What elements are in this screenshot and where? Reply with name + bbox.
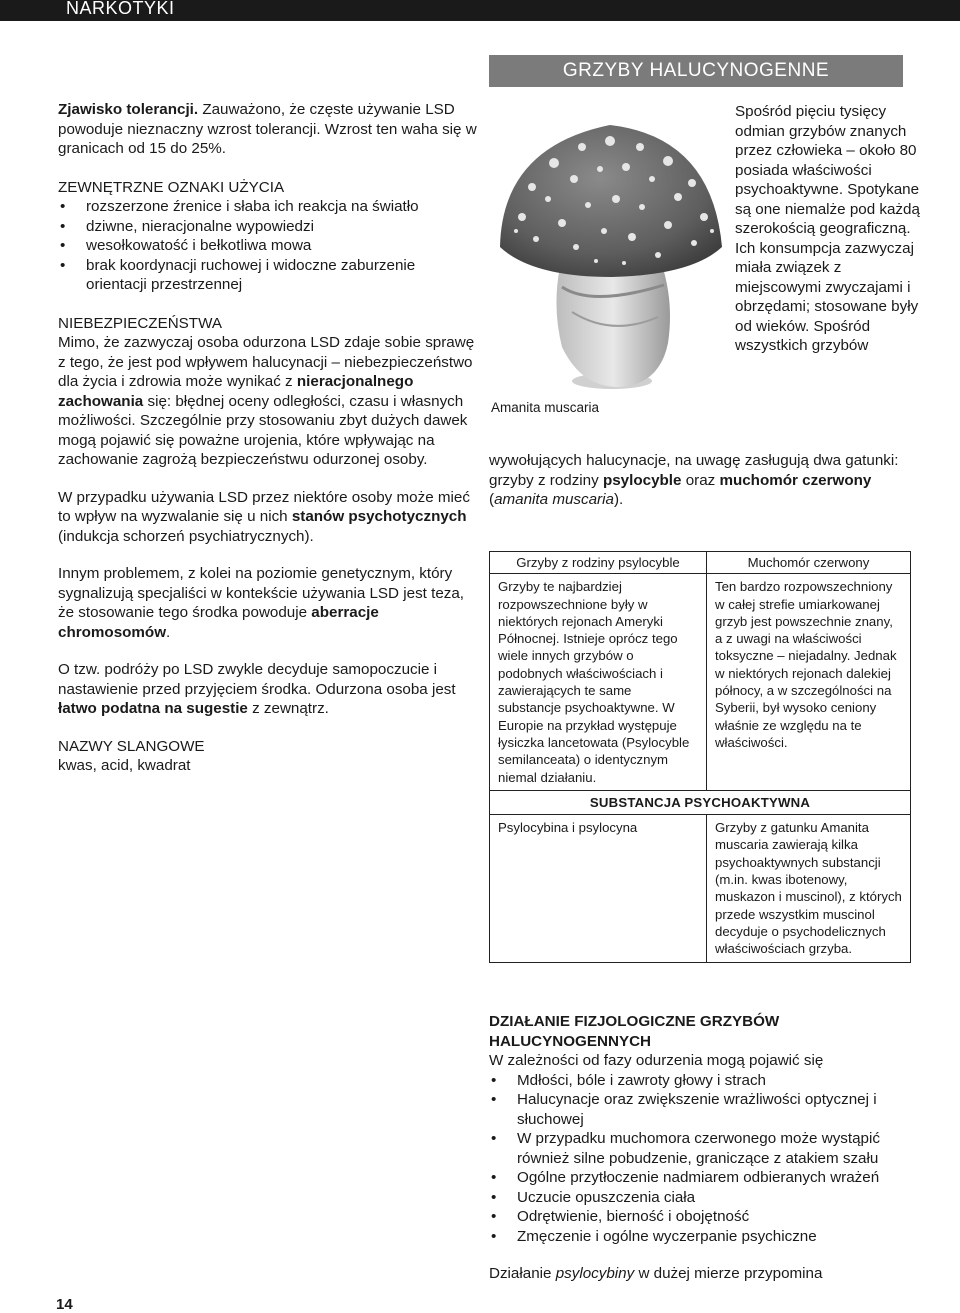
- danger-paragraph: [58, 333, 478, 470]
- paragraph-emphasis: stanów psychotycznych: [291, 508, 467, 525]
- danger-text: Mimo, że zazwyczaj osoba odurzona LSD zdaje sobie sprawę z tego, że jest pod wpływem halucynacji – niebezpieczeństwo dla życia i zdrowia może wynikać z: [58, 334, 475, 390]
- paragraph-text: Działanie: [489, 1265, 556, 1282]
- list-item: • Zmęczenie i ogólne wyczerpanie psychiczne: [489, 1227, 919, 1247]
- table-header-amanita: Muchomór czerwony: [707, 552, 911, 574]
- paragraph-emphasis: łatwo podatna na sugestie: [58, 700, 248, 717]
- paragraph-italic: psylocybiny: [555, 1265, 635, 1282]
- list-item: • W przypadku muchomora czerwonego może wystąpić również silne pobudzenie, graniczące z atakiem szału: [489, 1129, 919, 1168]
- paragraph-text: .: [166, 623, 171, 641]
- danger-text: się: błędnej oceny odległości, czasu i własnych możliwości. Szczególnie przy stosowaniu zbyt dużych dawek mogą pojawić się poważne urojenia, które wpływając na zachowanie zagrożą bezpieczeństwu odurzonej osoby.: [58, 392, 468, 468]
- paragraph-italic: amanita muscaria: [494, 491, 614, 508]
- tolerance-label: Zjawisko tolerancji.: [58, 101, 199, 118]
- left-column: [58, 100, 478, 776]
- section-banner: [489, 55, 903, 87]
- table-header-psylocyble: Grzyby z rodziny psylocyble: [490, 552, 707, 574]
- list-item: • Ogólne przytłoczenie nadmiarem odbieranych wrażeń: [489, 1168, 919, 1188]
- table-row: [490, 815, 911, 962]
- table-header-substance: SUBSTANCJA PSYCHOAKTYWNA: [490, 790, 911, 814]
- slang-heading: NAZWY SLANGOWE: [58, 737, 205, 755]
- paragraph-text: W przypadku używania LSD przez niektóre osoby może mieć to wpływ na wyzwalanie się u nich: [58, 488, 470, 525]
- paragraph-emphasis: psylocyble: [602, 471, 682, 489]
- table-cell: Grzyby te najbardziej rozpowszechnione były w niektórych rejonach Ameryki Północnej. Istnieje oprócz tego wiele innych grzybów o podobnych właściwościach i zawierających te same substancje psychoaktywne. W Europie na przykład występuje łysiczka lancetowata (Psylocyble semilanceata) o identycznym niemal działaniu.: [490, 574, 707, 791]
- section-title: NARKOTYKI: [66, 0, 175, 18]
- psychosis-paragraph: [58, 488, 478, 547]
- mushroom-intro-continued: [489, 451, 909, 510]
- trip-paragraph: [58, 660, 478, 719]
- paragraph-text: O tzw. podróży po LSD zwykle decyduje samopoczucie i nastawienie przed przyjęciem środka. Odurzona osoba jest: [58, 661, 456, 698]
- paragraph-text: z zewnątrz.: [247, 700, 329, 717]
- list-item: • rozszerzone źrenice i słaba ich reakcja na światło: [58, 197, 478, 217]
- paragraph-emphasis: aberracje chromosomów: [58, 604, 379, 641]
- physio-closing: [489, 1264, 919, 1284]
- paragraph-text: ).: [613, 491, 624, 508]
- mushroom-intro: Spośród pięciu tysięcy odmian grzybów znanych przez człowieka – około 80 posiada właściwości psychoaktywne. Spotykane są one niemalże pod każdą szerokością geograficzną. Ich konsumpcja zazwyczaj miała związek z miejscowymi zwyczajami i obrzędami; stosowane były od wieków. Spośród wszystkich grzybów: [735, 103, 920, 354]
- paragraph-text: wywołujących halucynacje, na uwagę zasługują dwa gatunki: grzyby z rodziny: [489, 452, 899, 489]
- physio-intro: W zależności od fazy odurzenia mogą pojawić się: [489, 1052, 824, 1069]
- list-item: • Odrętwienie, bierność i obojętność: [489, 1207, 919, 1227]
- top-header-bar: [0, 0, 960, 21]
- danger-heading: NIEBEZPIECZEŃSTWA: [58, 314, 222, 332]
- list-item: • dziwne, nieracjonalne wypowiedzi: [58, 217, 478, 237]
- page-number: 14: [56, 1296, 73, 1313]
- table-cell: Psylocybina i psylocyna: [490, 815, 707, 962]
- mushroom-photo: [492, 107, 724, 395]
- banner-title: GRZYBY HALUCYNOGENNE: [562, 60, 830, 81]
- tolerance-paragraph: [58, 100, 478, 159]
- slang-names: kwas, acid, kwadrat: [58, 757, 191, 774]
- genetics-paragraph: [58, 564, 478, 642]
- table-cell: Ten bardzo rozpowszechniony w całej strefie umiarkowanej grzyb jest powszechnie znany, a z uwagi na właściwości toksyczne – niejadalny. Jednak w niektórych rejonach dalekiej północy, a w szczególności na Syberii, był wysoko ceniony właśnie ze względu na te właściwości.: [707, 574, 911, 791]
- paragraph-text: Innym problemem, z kolei na poziomie genetycznym, który sygnalizują specjaliści w kontekście używania LSD jest teza, że stosowanie tego środka powoduje: [58, 565, 465, 621]
- list-item: • Uczucie opuszczenia ciała: [489, 1188, 919, 1208]
- table-row: [490, 552, 911, 574]
- photo-caption: Amanita muscaria: [491, 400, 600, 415]
- list-item: • wesołkowatość i bełkotliwa mowa: [58, 236, 478, 256]
- physio-list: [489, 1071, 919, 1247]
- table-row: [490, 574, 911, 791]
- paragraph-text: oraz: [681, 471, 720, 489]
- mushroom-comparison-table: [489, 551, 911, 963]
- table-cell: Grzyby z gatunku Amanita muscaria zawierają kilka psychoaktywnych substancji (m.in. kwas ibotenowy, muskazon i muscinol), z których przede wszystkim muscinol decyduje o psychodelicznych właściwościach grzyba.: [707, 815, 911, 962]
- signs-list: [58, 197, 478, 295]
- physio-heading: DZIAŁANIE FIZJOLOGICZNE GRZYBÓW HALUCYNOGENNYCH: [489, 1013, 780, 1050]
- list-item: • brak koordynacji ruchowej i widoczne zaburzenie orientacji przestrzennej: [58, 256, 478, 295]
- list-item: • Mdłości, bóle i zawroty głowy i strach: [489, 1071, 919, 1091]
- signs-heading: ZEWNĘTRZNE OZNAKI UŻYCIA: [58, 178, 285, 196]
- paragraph-text: (indukcja schorzeń psychiatrycznych).: [58, 527, 314, 545]
- paragraph-emphasis: muchomór czerwony: [719, 471, 872, 489]
- table-row: [490, 790, 911, 814]
- tolerance-text: Zauważono, że częste używanie LSD powoduje nieznaczny wzrost tolerancji. Wzrost ten waha się w granicach od 15 do 25%.: [58, 101, 477, 157]
- danger-emphasis: nieracjonalnego zachowania: [58, 373, 414, 410]
- physiological-effects-section: [489, 1012, 919, 1284]
- list-item: • Halucynacje oraz zwiększenie wrażliwości optycznej i słuchowej: [489, 1090, 919, 1129]
- paragraph-text: w dużej mierze przypomina: [634, 1265, 823, 1282]
- paragraph-text: (: [489, 491, 495, 508]
